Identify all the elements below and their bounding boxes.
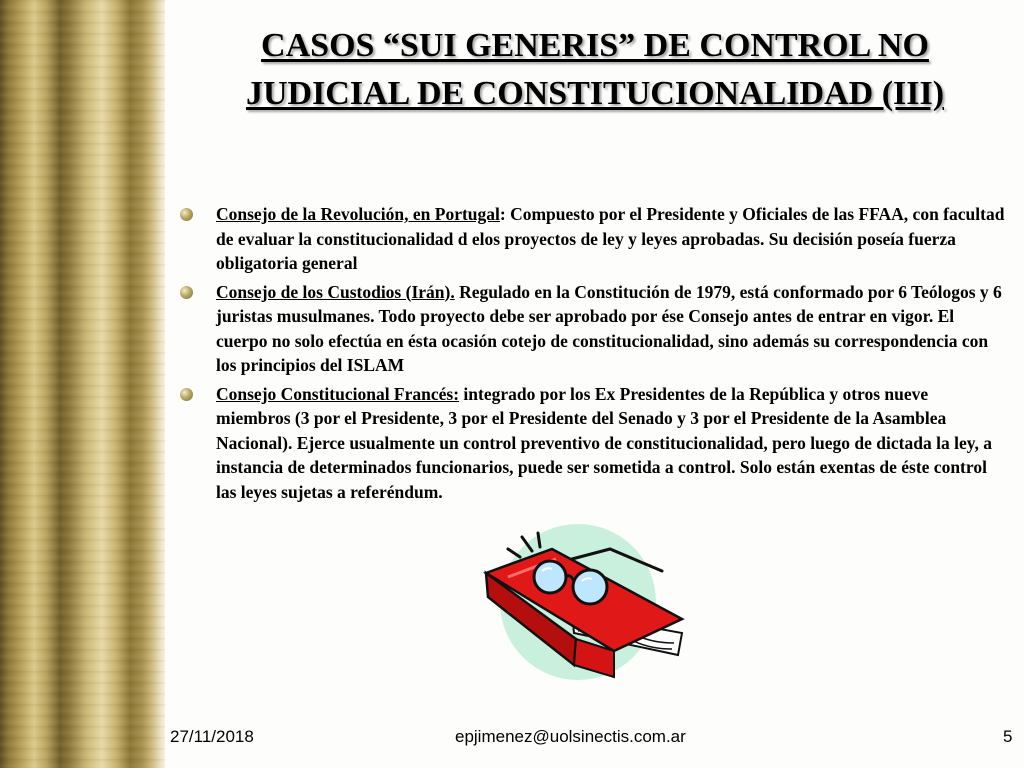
bullet-text: : Compuesto por el Presidente y Oficiales de las FFAA, con facultad de evaluar la constitucionalidad d elos proyectos de ley y leyes aprobadas. Su decisión poseía fuerza obligatoria general [216,204,1005,273]
bullet-list [176,202,1006,508]
bullet-text: Regulado en la Constitución de 1979, está conformado por 6 Teólogos y 6 juristas musulmanes. Todo proyecto debe ser aprobado por ése Consejo antes de entrar en vigor. El cuerpo no solo efectúa en ésta ocasión cotejo de constitucionalidad, sino además su correspondencia con los principios del ISLAM [216,281,1002,375]
bullet-lead: Consejo de la Revolución, en Portugal [216,204,500,224]
book-with-glasses-icon [478,515,698,690]
bullet-dot-icon [180,286,193,299]
bullet-dot-icon [180,388,193,401]
bullet-item-portugal [176,202,1006,276]
bullet-item-france [176,382,1006,505]
footer-email: epjimenez@uolsinectis.com.ar [455,727,686,746]
glasses-lens-left [534,561,566,593]
glasses-lens-right [573,570,607,604]
footer-date: 27/11/2018 [170,727,254,746]
decorative-pillar [0,0,165,768]
bullet-text: integrado por los Ex Presidentes de la República y otros nueve miembros (3 por el Presidente, 3 por el Presidente del Senado y 3 por el Presidente de la Asamblea Nacional). Ejerce usualmente un control preventivo de constitucionalidad, pero luego de dictada la ley, a instancia de determinados funcionarios, puede ser sometida a control. Solo están exentas de éste control las leyes sujetas a referéndum. [216,383,992,502]
slide-number: 5 [1003,727,1013,746]
slide-title: CASOS “SUI GENERIS” DE CONTROL NO JUDICIAL DE CONSTITUCIONALIDAD (III) [245,27,945,112]
bullet-dot-icon [180,208,193,221]
bullet-lead: Consejo Constitucional Francés: [216,383,460,404]
bullet-item-iran [176,280,1006,378]
bullet-lead: Consejo de los Custodios (Irán). [216,281,455,302]
